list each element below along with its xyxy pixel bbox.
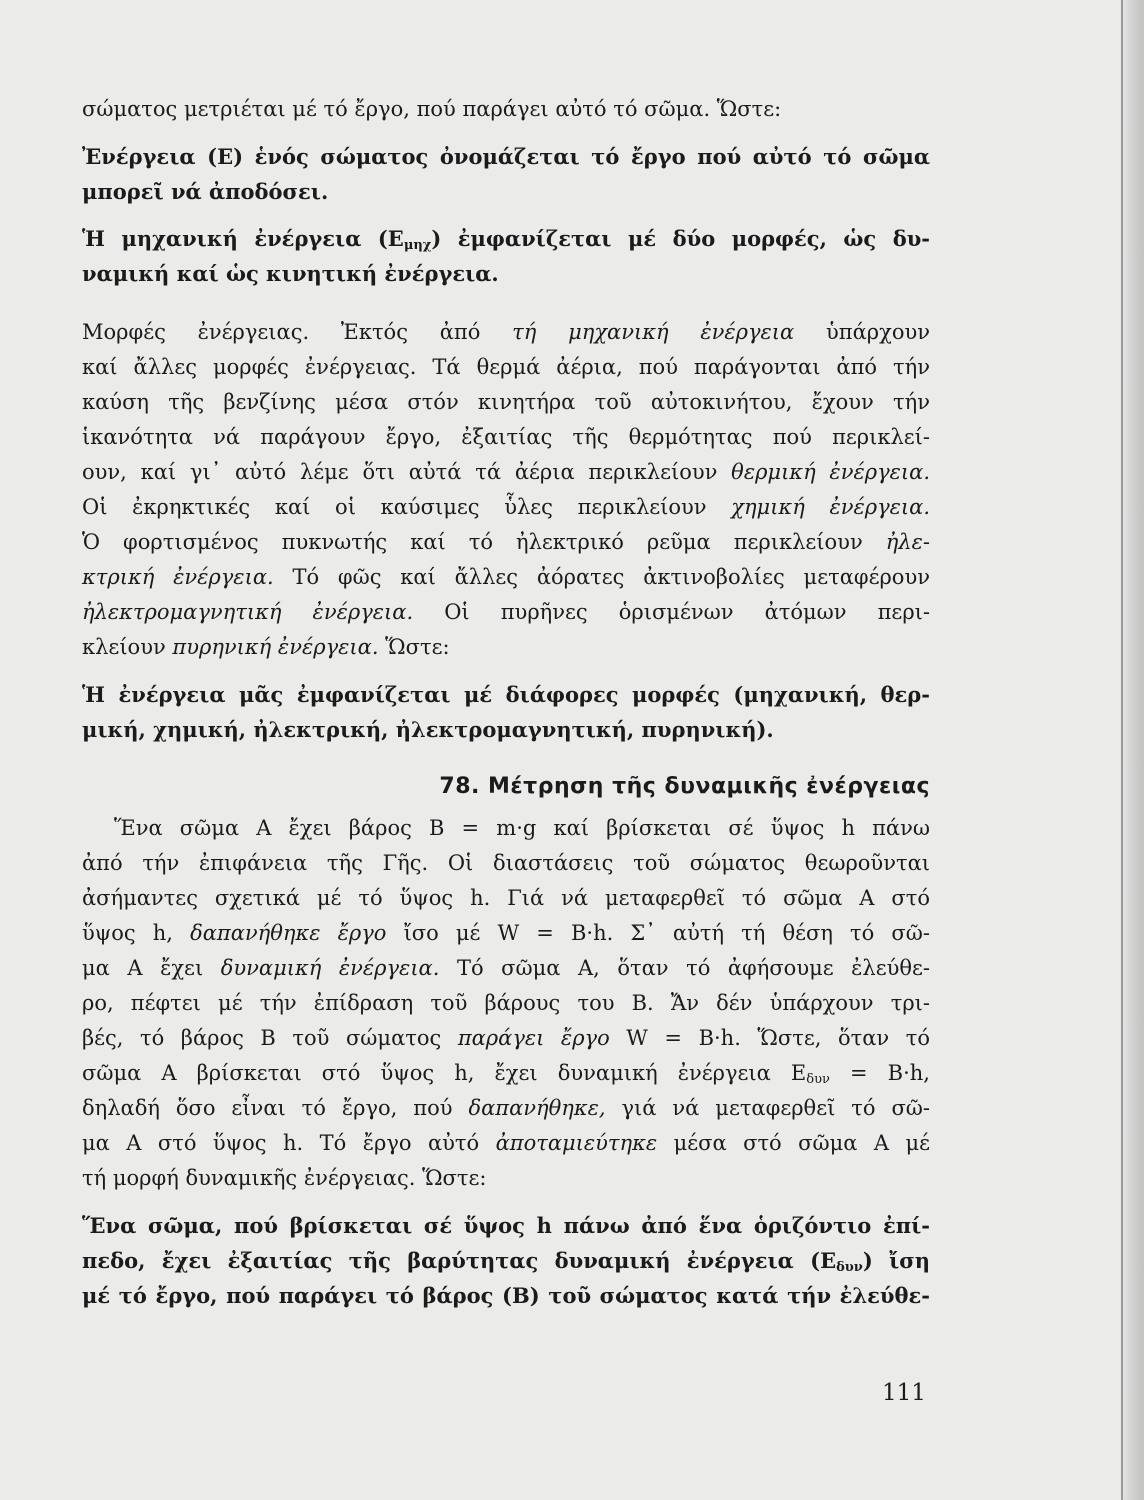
potential-paragraph-line: τή μορφή δυναμικῆς ἐνέργειας. Ὥστε: (82, 1166, 487, 1190)
forms-paragraph-line: ουν, καί γι᾽ αὐτό λέμε ὅτι αὐτά τά ἀέρια περικλείουν θερμική ἐνέργεια. (82, 460, 930, 484)
definition-mechanical-line: Ἡ μηχανική ἐνέργεια $(E_{\mu\eta\chi})$ ἐμφανίζεται μέ δύο μορφές, ὡς δυ- (82, 226, 930, 253)
page-number: 111 (882, 1380, 926, 1406)
page-edge-line (1121, 0, 1123, 1500)
forms-paragraph-line: Ὁ φορτισμένος πυκνωτής καί τό ἠλεκτρικό ρεῦμα περικλείουν ἠλε- (82, 530, 930, 554)
forms-paragraph-line: Οἱ ἐκρηκτικές καί οἱ καύσιμες ὗλες περικλείουν χημική ἐνέργεια. (82, 495, 931, 519)
definition-potential-line: πεδο, ἔχει ἐξαιτίας τῆς βαρύτητας δυναμική ἐνέργεια $(E_{\delta\upsilon\nu})$ ἴση (82, 1248, 930, 1275)
subscript: δυν (836, 1260, 863, 1275)
forms-paragraph-line: καύση τῆς βενζίνης μέσα στόν κινητήρα τοῦ αὐτοκινήτου, ἔχουν τήν (82, 390, 930, 414)
subscript: δυν (806, 1072, 830, 1087)
definition-potential-line: μέ τό ἔργο, πού παράγει τό βάρος (Β) τοῦ σώματος κατά τήν ἐλεύθε- (82, 1283, 930, 1308)
potential-paragraph-line: ἀσήμαντες σχετικά μέ τό ὕψος h. Γιά νά μεταφερθεῖ τό σῶμα Α στό (82, 886, 930, 910)
definition-forms-line: μική, χημική, ἠλεκτρική, ἠλεκτρομαγνητική, πυρηνική). (82, 717, 774, 742)
forms-paragraph-line: κτρική ἐνέργεια. Τό φῶς καί ἄλλες ἀόρατες ἀκτινοβολίες μεταφέρουν (82, 565, 930, 589)
definition-energy-line: μπορεῖ νά ἀποδόσει. (82, 179, 329, 204)
forms-paragraph-line: ἠλεκτρομαγνητική ἐνέργεια. Οἱ πυρῆνες ὁρισμένων ἀτόμων περι- (82, 600, 930, 624)
potential-paragraph-line: ρο, πέφτει μέ τήν ἐπίδραση τοῦ βάρους του Β. Ἄν δέν ὑπάρχουν τρι- (82, 991, 930, 1015)
forms-paragraph-line: Μορφές ἐνέργειας. Ἐκτός ἀπό τή μηχανική ἐνέργεια ὑπάρχουν (82, 320, 930, 344)
intro-line: σώματος μετριέται μέ τό ἔργο, πού παράγει αὐτό τό σῶμα. Ὥστε: (82, 97, 782, 121)
forms-paragraph-line: καί ἄλλες μορφές ἐνέργειας. Τά θερμά ἀέρια, πού παράγονται ἀπό τήν (82, 355, 930, 379)
potential-paragraph-line: σῶμα Α βρίσκεται στό ὕψος h, ἔχει δυναμική ἐνέργεια $E_{\delta\upsilon\nu} = B\cdot h$, (82, 1061, 930, 1087)
definition-energy-line: Ἐνέργεια (Ε) ἑνός σώματος ὀνομάζεται τό ἔργο πού αὐτό τό σῶμα (82, 144, 930, 169)
section-heading: 78. Μέτρηση τῆς δυναμικῆς ἐνέργειας (439, 774, 930, 799)
potential-paragraph-line: βές, τό βάρος Β τοῦ σώματος παράγει ἔργο W = B·h. Ὥστε, ὅταν τό (82, 1026, 930, 1050)
definition-forms-line: Ἡ ἐνέργεια μᾶς ἐμφανίζεται μέ διάφορες μορφές (μηχανική, θερ- (82, 682, 930, 707)
potential-paragraph-line: Ἕνα σῶμα Α ἔχει βάρος Β = m·g καί βρίσκεται σέ ὕψος h πάνω (114, 816, 930, 840)
definition-potential-line: Ἕνα σῶμα, πού βρίσκεται σέ ὕψος h πάνω ἀπό ἕνα ὁριζόντιο ἐπί- (82, 1213, 930, 1238)
potential-paragraph-line: δηλαδή ὅσο εἶναι τό ἔργο, πού δαπανήθηκε, γιά νά μεταφερθεῖ τό σῶ- (82, 1096, 930, 1120)
potential-paragraph-line: ὕψος h, δαπανήθηκε ἔργο ἴσο μέ W = B·h. Σ᾽ αὐτή τή θέση τό σῶ- (82, 921, 930, 945)
page-edge-shadow (1122, 0, 1144, 1500)
potential-paragraph-line: μα Α στό ὕψος h. Τό ἔργο αὐτό ἀποταμιεύτηκε μέσα στό σῶμα Α μέ (82, 1131, 930, 1155)
forms-paragraph-line: κλείουν πυρηνική ἐνέργεια. Ὥστε: (82, 635, 450, 659)
page-text (82, 92, 930, 1313)
potential-paragraph-line: ἀπό τήν ἐπιφάνεια τῆς Γῆς. Οἱ διαστάσεις τοῦ σώματος θεωροῦνται (82, 851, 930, 875)
forms-paragraph-line: ἱκανότητα νά παράγουν ἔργο, ἐξαιτίας τῆς θερμότητας πού περικλεί- (82, 425, 930, 449)
potential-paragraph-line: μα Α ἔχει δυναμική ἐνέργεια. Τό σῶμα Α, ὅταν τό ἀφήσουμε ἐλεύθε- (82, 956, 930, 980)
inline-heading: Μορφές ἐνέργειας. (82, 320, 310, 344)
subscript: μηχ (403, 238, 432, 253)
definition-mechanical-line: ναμική καί ὡς κινητική ἐνέργεια. (82, 261, 499, 286)
